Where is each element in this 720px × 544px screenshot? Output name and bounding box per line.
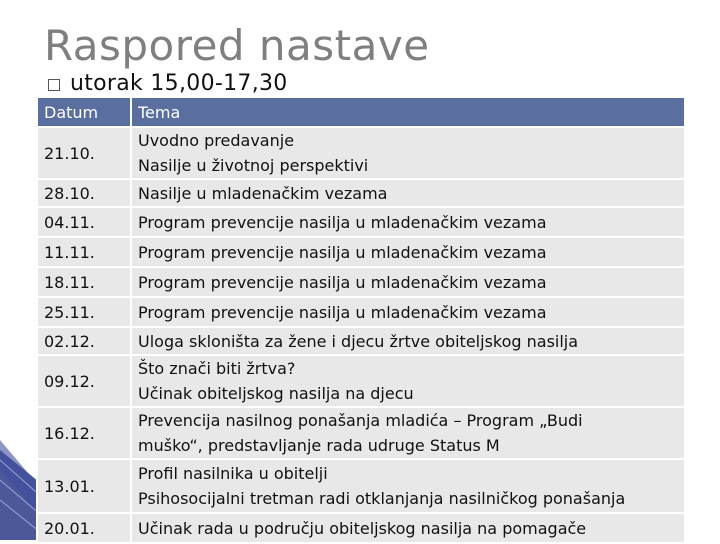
subtitle-text: utorak 15,00-17,30	[70, 71, 288, 96]
table-row	[37, 237, 685, 267]
topic-cell	[131, 459, 685, 513]
topic-cell	[131, 513, 685, 543]
topic-line: muško“, predstavljanje rada udruge Status M	[138, 436, 500, 455]
table-row	[37, 207, 685, 237]
topic-cell	[131, 297, 685, 327]
table-row	[37, 327, 685, 355]
date-cell: 09.12.	[37, 355, 131, 407]
topic-cell	[131, 355, 685, 407]
table-row	[37, 267, 685, 297]
topic-cell	[131, 407, 685, 459]
date-cell: 28.10.	[37, 179, 131, 207]
column-header-date: Datum	[37, 97, 131, 127]
topic-line: Uloga skloništa za žene i djecu žrtve obiteljskog nasilja	[138, 331, 579, 351]
topic-cell	[131, 267, 685, 297]
table-row	[37, 459, 685, 513]
topic-line: Učinak obiteljskog nasilja na djecu	[138, 384, 414, 403]
topic-line: Program prevencije nasilja u mladenačkim vezama	[138, 272, 547, 292]
topic-line: Psihosocijalni tretman radi otklanjanja nasilničkog ponašanja	[138, 489, 626, 508]
date-cell: 25.11.	[37, 297, 131, 327]
table-row	[37, 513, 685, 543]
date-cell: 13.01.	[37, 459, 131, 513]
table-row	[37, 297, 685, 327]
topic-line: Nasilje u životnoj perspektivi	[138, 156, 369, 175]
date-cell: 21.10.	[37, 127, 131, 179]
topic-line: Program prevencije nasilja u mladenačkim vezama	[138, 242, 547, 262]
table-row	[37, 407, 685, 459]
date-cell: 20.01.	[37, 513, 131, 543]
page-title: Raspored nastave	[44, 21, 430, 70]
topic-cell	[131, 237, 685, 267]
topic-line: Program prevencije nasilja u mladenačkim vezama	[138, 302, 547, 322]
topic-line: Učinak rada u području obiteljskog nasilja na pomagače	[138, 518, 587, 538]
topic-cell	[131, 327, 685, 355]
schedule-table	[36, 96, 686, 544]
table-header-row	[37, 97, 685, 127]
topic-line: Prevencija nasilnog ponašanja mladića – Program „Budi	[138, 411, 583, 430]
topic-cell	[131, 207, 685, 237]
topic-line: Program prevencije nasilja u mladenačkim vezama	[138, 212, 547, 232]
table-row	[37, 179, 685, 207]
date-cell: 02.12.	[37, 327, 131, 355]
date-cell: 04.11.	[37, 207, 131, 237]
table-row	[37, 355, 685, 407]
column-header-topic: Tema	[131, 97, 685, 127]
subtitle	[48, 70, 288, 98]
topic-cell	[131, 127, 685, 179]
topic-line: Nasilje u mladenačkim vezama	[138, 183, 388, 203]
date-cell: 18.11.	[37, 267, 131, 297]
topic-line: Što znači biti žrtva?	[138, 359, 296, 378]
date-cell: 16.12.	[37, 407, 131, 459]
table-row	[37, 127, 685, 179]
topic-line: Uvodno predavanje	[138, 131, 295, 150]
topic-cell	[131, 179, 685, 207]
topic-line: Profil nasilnika u obitelji	[138, 464, 328, 483]
date-cell: 11.11.	[37, 237, 131, 267]
square-bullet-icon	[48, 79, 60, 91]
